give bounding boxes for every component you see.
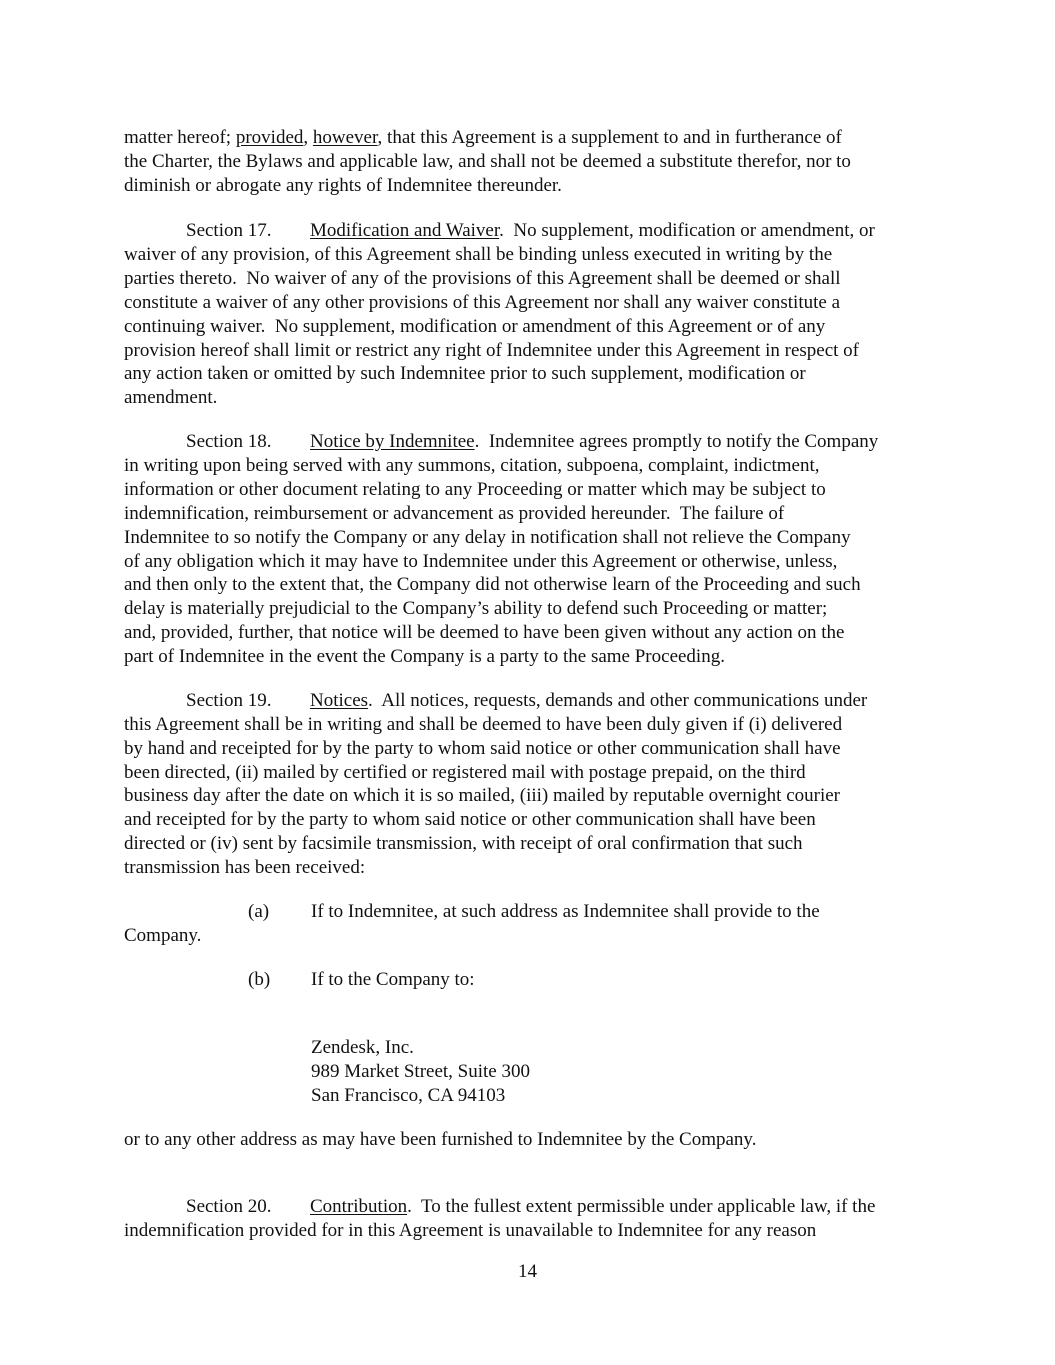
however-underlined: however (312, 127, 378, 148)
section-18-line-5: Indemnitee to so notify the Company or any delay in notification shall not relieve the Company (124, 527, 851, 548)
section-18-heading: Notice by Indemnitee (310, 431, 475, 452)
section-17-line-7: any action taken or omitted by such Indemnitee prior to such supplement, modification or (124, 363, 806, 384)
section-17-line-3: parties thereto. No waiver of any of the provisions of this Agreement shall be deemed or shall (124, 268, 841, 289)
section-17-line-6: provision hereof shall limit or restrict any right of Indemnitee under this Agreement in respect of (124, 340, 859, 361)
page-number: 14 (518, 1261, 537, 1282)
section-19-line-7: directed or (iv) sent by facsimile transmission, with receipt of oral confirmation that such (124, 833, 803, 854)
section-19-line-4: been directed, (ii) mailed by certified or registered mail with postage prepaid, on the third (124, 762, 806, 783)
section-18-line-2: in writing upon being served with any summons, citation, subpoena, complaint, indictment, (124, 455, 820, 476)
section-19-line-8: transmission has been received: (124, 857, 366, 878)
section-17-label: Section 17. (186, 220, 272, 241)
section-19-text: . All notices, requests, demands and other communications under (368, 690, 868, 711)
section-18-label: Section 18. (186, 431, 272, 452)
section-20-text: . To the fullest extent permissible under applicable law, if the (407, 1196, 876, 1217)
intro-comma: , (303, 127, 313, 148)
item-b-label: (b) (248, 969, 271, 990)
address-line-street: 989 Market Street, Suite 300 (311, 1061, 530, 1082)
intro-text-a: matter hereof; (124, 127, 236, 148)
intro-text-b: , that this Agreement is a supplement to and in furtherance of (377, 127, 842, 148)
section-17-line-5: continuing waiver. No supplement, modification or amendment of this Agreement or of any (124, 316, 826, 337)
section-18-line-7: and then only to the extent that, the Company did not otherwise learn of the Proceeding and such (124, 574, 861, 595)
section-17-line-4: constitute a waiver of any other provisions of this Agreement nor shall any waiver constitute a (124, 292, 841, 313)
section-18-text: . Indemnitee agrees promptly to notify the Company (474, 431, 879, 452)
item-a-text: If to Indemnitee, at such address as Indemnitee shall provide to the (311, 901, 820, 922)
section-17-heading: Modification and Waiver (310, 220, 500, 241)
address-line-company: Zendesk, Inc. (311, 1037, 414, 1058)
section-19-label: Section 19. (186, 690, 272, 711)
address-line-city: San Francisco, CA 94103 (311, 1085, 506, 1106)
section-20-line-2: indemnification provided for in this Agreement is unavailable to Indemnitee for any reason (124, 1220, 817, 1241)
section-18-line-6: of any obligation which it may have to Indemnitee under this Agreement or otherwise, unless, (124, 551, 838, 572)
notice-item-a (248, 900, 820, 924)
item-a-label: (a) (248, 901, 270, 922)
section-17-line-1 (186, 219, 875, 243)
section-19-line-3: by hand and receipted for by the party to whom said notice or other communication shall have (124, 738, 841, 759)
intro-line-1 (124, 126, 842, 150)
section-19-closing: or to any other address as may have been furnished to Indemnitee by the Company. (124, 1129, 757, 1150)
section-17-text: . No supplement, modification or amendment, or (499, 220, 875, 241)
section-18-line-9: and, provided, further, that notice will be deemed to have been given without any action on the (124, 622, 845, 643)
section-18-line-8: delay is materially prejudicial to the Company’s ability to defend such Proceeding or matter; (124, 598, 828, 619)
item-a-continuation: Company. (124, 925, 202, 946)
section-17-line-2: waiver of any provision, of this Agreement shall be binding unless executed in writing by the (124, 244, 833, 265)
section-19-heading: Notices (310, 690, 369, 711)
section-18-line-10: part of Indemnitee in the event the Company is a party to the same Proceeding. (124, 646, 725, 667)
section-17-line-8: amendment. (124, 387, 218, 408)
section-19-line-5: business day after the date on which it is so mailed, (iii) mailed by reputable overnight courier (124, 785, 840, 806)
intro-line-3: diminish or abrogate any rights of Indemnitee thereunder. (124, 175, 562, 196)
section-19-line-6: and receipted for by the party to whom said notice or other communication shall have been (124, 809, 816, 830)
section-20-heading: Contribution (310, 1196, 408, 1217)
section-18-line-4: indemnification, reimbursement or advancement as provided hereunder. The failure of (124, 503, 785, 524)
section-18-line-1 (186, 430, 878, 454)
item-b-text: If to the Company to: (311, 969, 475, 990)
section-20-label: Section 20. (186, 1196, 272, 1217)
provided-underlined: provided (235, 127, 304, 148)
intro-line-2: the Charter, the Bylaws and applicable law, and shall not be deemed a substitute therefor, nor to (124, 151, 851, 172)
section-19-line-1 (186, 689, 867, 713)
section-19-line-2: this Agreement shall be in writing and shall be deemed to have been duly given if (i) delivered (124, 714, 843, 735)
section-20-line-1 (186, 1195, 875, 1219)
section-18-line-3: information or other document relating to any Proceeding or matter which may be subject to (124, 479, 826, 500)
notice-item-b (248, 968, 475, 992)
